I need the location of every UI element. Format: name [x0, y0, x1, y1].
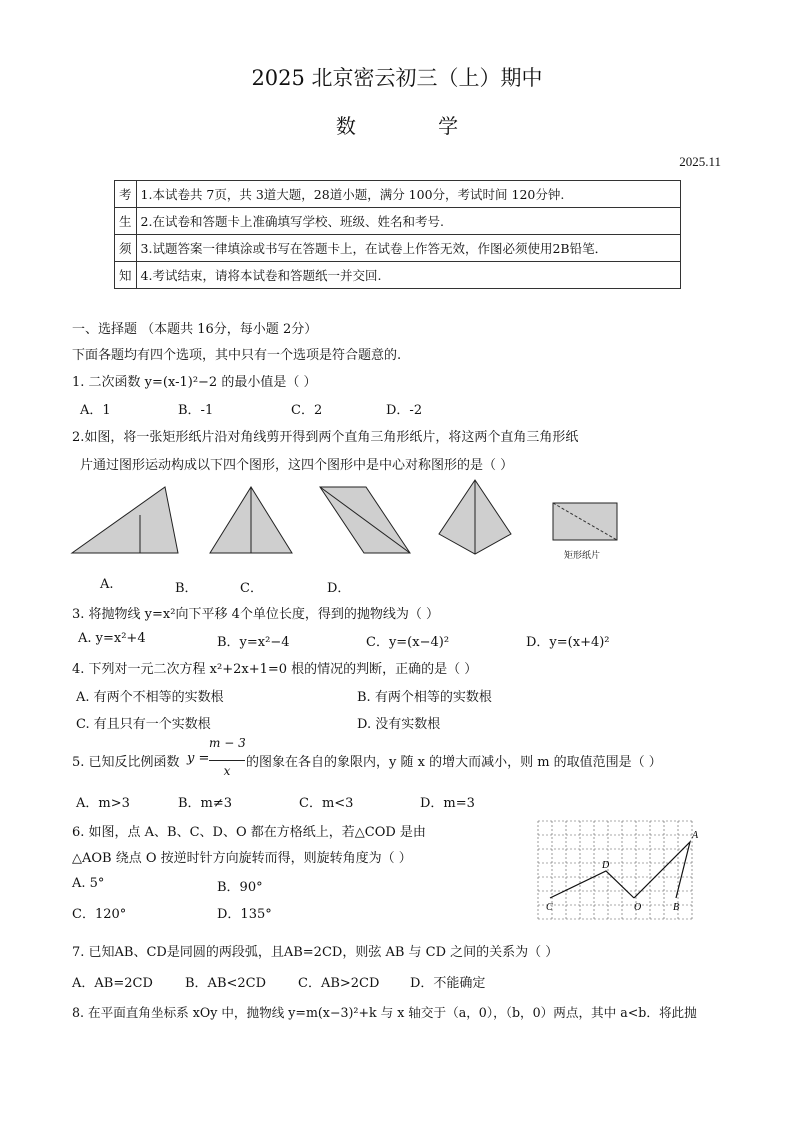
q6-option-d: D．135°: [217, 907, 272, 922]
q6-option-a: A. 5°: [72, 876, 105, 891]
q6-option-b: B．90°: [217, 880, 263, 895]
q3-option-c: C．y=(x−4)²: [366, 635, 450, 650]
section-instruction: 下面各题均有四个选项，其中只有一个选项是符合题意的.: [72, 348, 402, 363]
q7-option-b: B．AB<2CD: [185, 976, 267, 991]
notice-item: 4.考试结束，请将本试卷和答题纸一并交回.: [136, 262, 680, 289]
question-1-stem: 1. 二次函数 y=(x-1)²−2 的最小值是（ ）: [72, 375, 317, 390]
q5-fraction-bar: [209, 760, 245, 761]
q3-option-b: B．y=x²−4: [217, 635, 290, 650]
notice-key: 须: [115, 235, 137, 262]
q7-option-a: A．AB=2CD: [72, 976, 153, 991]
q2-figure-d: [437, 478, 513, 556]
q2-label-d: D．: [327, 581, 351, 596]
point-label-b: B: [673, 902, 680, 913]
question-2-stem-line1: 2.如图，将一张矩形纸片沿对角线剪开得到两个直角三角形纸片，将这两个直角三角形纸: [72, 430, 579, 445]
q2-paper-caption: 矩形纸片: [564, 551, 601, 561]
notice-item: 2.在试卷和答题卡上准确填写学校、班级、姓名和考号.: [136, 208, 680, 235]
question-3-stem: 3. 将抛物线 y=x²向下平移 4个单位长度，得到的抛物线为（ ）: [72, 607, 439, 622]
notice-key: 知: [115, 262, 137, 289]
q2-rect-paper: [552, 502, 618, 542]
q1-option-c: C．2: [291, 403, 323, 418]
notice-table: [114, 180, 681, 289]
exam-title: 2025 北京密云初三（上）期中: [251, 66, 543, 90]
q5-option-b: B．m≠3: [178, 796, 233, 811]
section-heading: 一、选择题 （本题共 16分，每小题 2分）: [72, 322, 318, 337]
q2-label-a: A.: [100, 577, 114, 592]
subject-title: 数 学: [335, 114, 497, 138]
q4-option-c: C. 有且只有一个实数根: [76, 717, 211, 732]
point-label-d: D: [602, 860, 610, 871]
question-5-stem-prefix: 5. 已知反比例函数: [72, 755, 180, 770]
notice-item: 1.本试卷共 7页，共 3道大题，28道小题，满分 100分，考试时间 120分钟.: [136, 181, 680, 208]
question-6-stem-line1: 6. 如图，点 A、B、C、D、O 都在方格纸上，若△COD 是由: [72, 825, 426, 840]
point-label-c: C: [546, 902, 553, 913]
notice-key: 考: [115, 181, 137, 208]
question-8-stem: 8. 在平面直角坐标系 xOy 中，抛物线 y=m(x−3)²+k 与 x 轴交于（a，0），（b，0）两点，其中 a<b．将此抛: [72, 1005, 697, 1020]
q7-option-d: D．不能确定: [410, 976, 486, 991]
q1-option-d: D．-2: [386, 403, 423, 418]
triangle-cod: [550, 871, 634, 898]
q4-option-d: D. 没有实数根: [357, 717, 441, 732]
q1-option-b: B．-1: [178, 403, 214, 418]
q5-fraction-y: y =: [187, 751, 210, 766]
question-7-stem: 7. 已知AB、CD是同圆的两段弧，且AB=2CD，则弦 AB 与 CD 之间的关系为（ ）: [72, 945, 559, 960]
q2-figure-a: [70, 485, 180, 557]
q6-grid-figure: [537, 818, 697, 918]
question-4-stem: 4. 下列对一元二次方程 x²+2x+1=0 根的情况的判断，正确的是（ ）: [72, 662, 478, 677]
triangle-aob: [634, 842, 690, 898]
exam-date: 2025.11: [679, 154, 721, 169]
q4-option-a: A. 有两个不相等的实数根: [76, 690, 224, 705]
question-5-stem-suffix: 的图象在各自的象限内，y 随 x 的增大而减小，则 m 的取值范围是（ ）: [246, 755, 662, 770]
q5-numerator: m − 3: [209, 736, 246, 750]
q5-option-a: A．m>3: [76, 796, 130, 811]
q5-denominator: x: [223, 764, 231, 778]
q3-option-d: D．y=(x+4)²: [526, 635, 610, 650]
q2-label-c: C．: [240, 581, 263, 596]
notice-item: 3.试题答案一律填涂或书写在答题卡上，在试卷上作答无效，作图必须使用2B铅笔．: [136, 235, 680, 262]
q2-figure-b: [208, 485, 294, 557]
q5-option-d: D．m=3: [420, 796, 475, 811]
notice-key: 生: [115, 208, 137, 235]
q2-figure-c: [318, 485, 412, 557]
q7-option-c: C．AB>2CD: [298, 976, 380, 991]
question-2-stem-line2: 片通过图形运动构成以下四个图形，这四个图形中是中心对称图形的是（ ）: [80, 458, 514, 473]
q5-option-c: C．m<3: [299, 796, 354, 811]
q3-option-a: A. y=x²+4: [78, 631, 146, 646]
q4-option-b: B. 有两个相等的实数根: [357, 690, 492, 705]
q1-option-a: A．1: [80, 403, 111, 418]
q2-label-b: B．: [175, 581, 198, 596]
point-label-o: O: [634, 902, 642, 913]
question-6-stem-line2: △AOB 绕点 O 按逆时针方向旋转而得，则旋转角度为（ ）: [72, 851, 412, 866]
q6-option-c: C．120°: [72, 907, 127, 922]
point-label-a: A: [692, 830, 699, 841]
grid-lines: [538, 821, 692, 919]
